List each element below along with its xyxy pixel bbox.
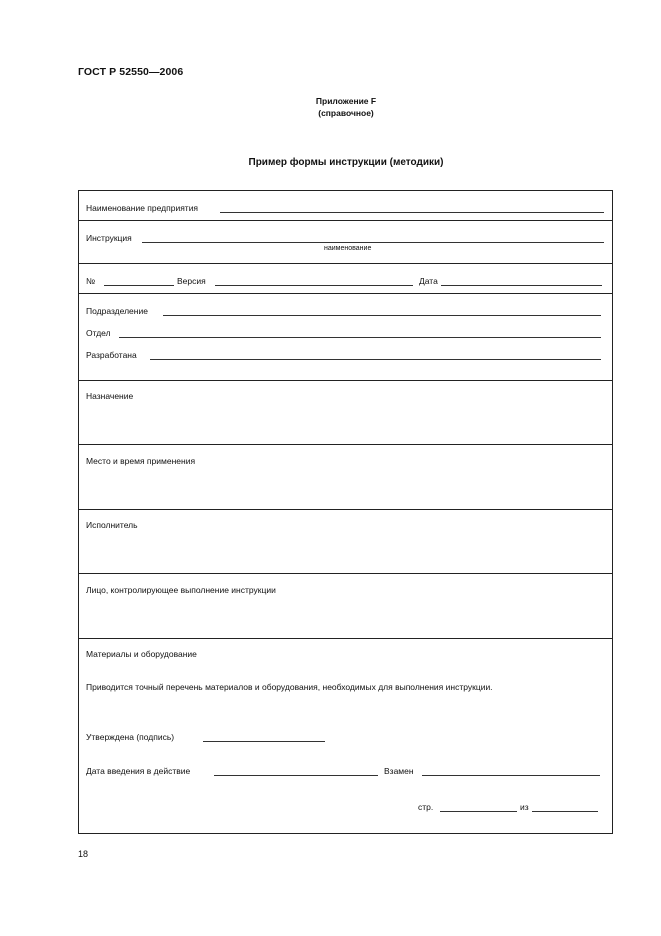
instruction-label: Инструкция — [86, 233, 132, 243]
approved-signature-field[interactable] — [203, 741, 325, 742]
instruction-form-frame — [78, 190, 613, 834]
form-divider — [79, 444, 612, 445]
instruction-caption: наименование — [324, 245, 372, 252]
form-divider — [79, 293, 612, 294]
approved-label: Утверждена (подпись) — [86, 732, 175, 742]
of-label: из — [520, 802, 529, 812]
number-label: № — [86, 276, 96, 286]
form-divider — [79, 220, 612, 221]
appendix-title: Приложение F — [315, 96, 377, 106]
effective-date-field[interactable] — [214, 775, 378, 776]
date-field[interactable] — [441, 285, 602, 286]
form-divider — [79, 380, 612, 381]
replaces-field[interactable] — [422, 775, 600, 776]
form-divider — [79, 263, 612, 264]
form-divider — [79, 509, 612, 510]
effective-date-label: Дата введения в действие — [86, 766, 191, 776]
instruction-field[interactable] — [142, 242, 604, 243]
form-divider — [79, 573, 612, 574]
form-title: Пример формы инструкции (методики) — [248, 157, 444, 168]
materials-label: Материалы и оборудование — [86, 649, 197, 659]
purpose-label: Назначение — [86, 391, 134, 401]
document-standard-header: ГОСТ Р 52550—2006 — [78, 66, 184, 78]
enterprise-field[interactable] — [220, 212, 604, 213]
total-pages-field[interactable] — [532, 811, 598, 812]
page-number: 18 — [78, 849, 89, 859]
controller-label: Лицо, контролирующее выполнение инструкции — [86, 585, 276, 595]
section-label: Отдел — [86, 328, 111, 338]
version-label: Версия — [177, 276, 206, 286]
form-divider — [79, 638, 612, 639]
version-field[interactable] — [215, 285, 413, 286]
developed-label: Разработана — [86, 350, 137, 360]
appendix-subtitle: (справочное) — [318, 108, 374, 118]
developed-field[interactable] — [150, 359, 601, 360]
department-label: Подразделение — [86, 306, 148, 316]
place-time-label: Место и время применения — [86, 456, 196, 466]
enterprise-label: Наименование предприятия — [86, 203, 199, 213]
executor-label: Исполнитель — [86, 520, 138, 530]
replaces-label: Взамен — [384, 766, 414, 776]
appendix-heading — [0, 95, 661, 119]
date-label: Дата — [419, 276, 438, 286]
materials-note: Приводится точный перечень материалов и оборудования, необходимых для выполнения инструкции. — [86, 682, 493, 692]
page-field[interactable] — [440, 811, 517, 812]
department-field[interactable] — [163, 315, 601, 316]
section-field[interactable] — [119, 337, 601, 338]
page-label: стр. — [418, 802, 434, 812]
number-field[interactable] — [104, 285, 174, 286]
